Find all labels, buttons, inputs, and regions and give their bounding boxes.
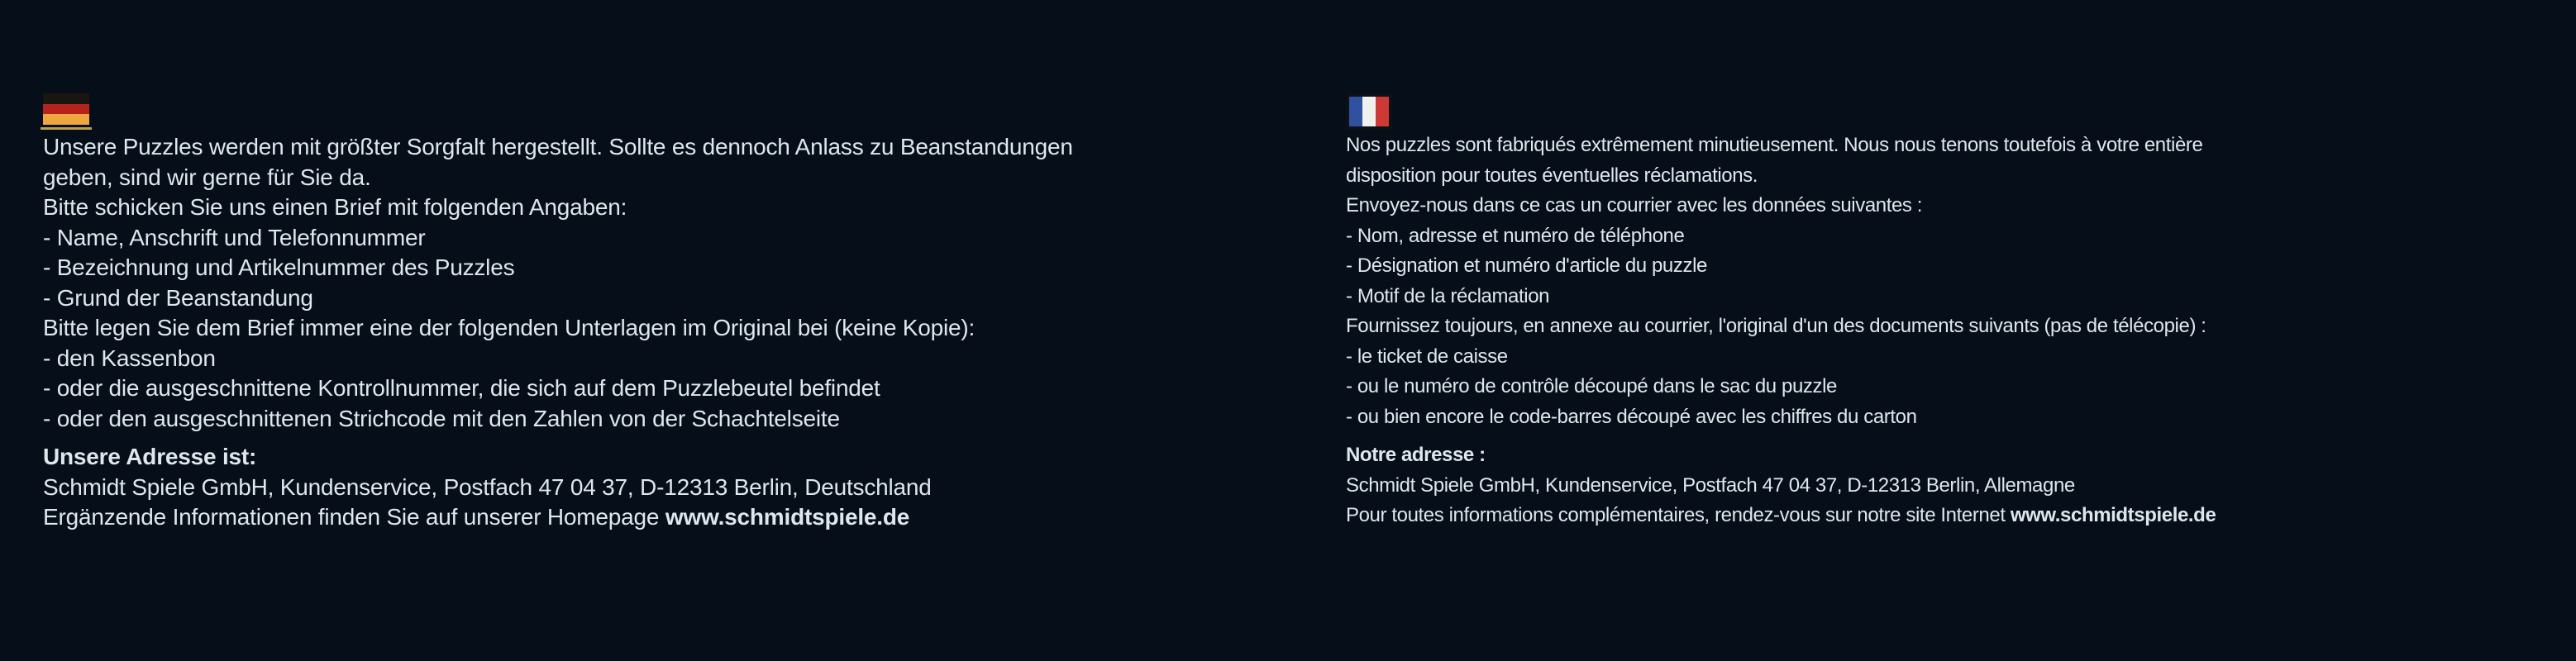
flag-stripe [43, 104, 89, 115]
address-line: Schmidt Spiele GmbH, Kundenservice, Postfach 47 04 37, D-12313 Berlin, Deutschland [43, 473, 932, 500]
french-section [1346, 93, 2216, 531]
text-line: Bitte schicken Sie uns einen Brief mit folgenden Angaben: [43, 194, 627, 220]
homepage-url: www.schmidtspiele.de [2010, 504, 2216, 526]
flag-stripe [43, 93, 89, 104]
text-line: - den Kassenbon [43, 345, 216, 371]
text-line: geben, sind wir gerne für Sie da. [43, 164, 371, 190]
address-heading: Unsere Adresse ist: [43, 444, 257, 469]
text-line: - ou le numéro de contrôle découpé dans le sac du puzzle [1346, 375, 1837, 397]
text-line: Nos puzzles sont fabriqués extrêmement minutieusement. Nous nous tenons toutefois à votre entière [1346, 134, 2203, 156]
text-line: - le ticket de caisse [1346, 345, 1508, 368]
text-line: Unsere Puzzles werden mit größter Sorgfalt hergestellt. Sollte es dennoch Anlass zu Beanstandungen [43, 134, 1073, 159]
address-line: Schmidt Spiele GmbH, Kundenservice, Postfach 47 04 37, D-12313 Berlin, Allemagne [1346, 473, 2075, 497]
text-line: - Grund der Beanstandung [43, 284, 313, 311]
german-section [43, 93, 1073, 533]
text-line: - oder den ausgeschnittenen Strichcode mit den Zahlen von der Schachtelseite [43, 405, 840, 431]
text-line: disposition pour toutes éventuelles réclamations. [1346, 164, 1758, 187]
homepage-text: Ergänzende Informationen finden Sie auf unserer Homepage [43, 504, 665, 530]
homepage-line [43, 502, 1073, 533]
homepage-text: Pour toutes informations complémentaires, rendez-vous sur notre site Internet [1346, 504, 2011, 526]
text-line: - Motif de la réclamation [1346, 284, 1550, 307]
text-line: - Bezeichnung und Artikelnummer des Puzzles [43, 254, 515, 280]
german-flag-base [41, 127, 92, 130]
text-line: - Désignation et numéro d'article du puzzle [1346, 254, 1707, 277]
text-line: Envoyez-nous dans ce cas un courrier avec les données suivantes : [1346, 194, 1923, 216]
address-heading: Notre adresse : [1346, 444, 1486, 466]
german-flag-icon [43, 93, 89, 125]
flag-stripe [1349, 97, 1362, 126]
homepage-line [1346, 501, 2216, 531]
text-line: - Nom, adresse et numéro de téléphone [1346, 224, 1685, 247]
flag-stripe [43, 114, 89, 125]
flag-stripe [1376, 97, 1389, 126]
text-line: - ou bien encore le code-barres découpé avec les chiffres du carton [1346, 405, 1917, 428]
text-line: - Name, Anschrift und Telefonnummer [43, 224, 426, 250]
flag-stripe [1362, 97, 1376, 126]
french-flag-icon [1346, 93, 1392, 130]
homepage-url: www.schmidtspiele.de [665, 504, 910, 530]
text-line: - oder die ausgeschnittene Kontrollnummer, die sich auf dem Puzzlebeutel befindet [43, 375, 880, 401]
text-line: Fournissez toujours, en annexe au courrier, l'original d'un des documents suivants (pas de télécopie) : [1346, 315, 2206, 337]
text-line: Bitte legen Sie dem Brief immer eine der folgenden Unterlagen im Original bei (keine Kopie): [43, 315, 976, 340]
